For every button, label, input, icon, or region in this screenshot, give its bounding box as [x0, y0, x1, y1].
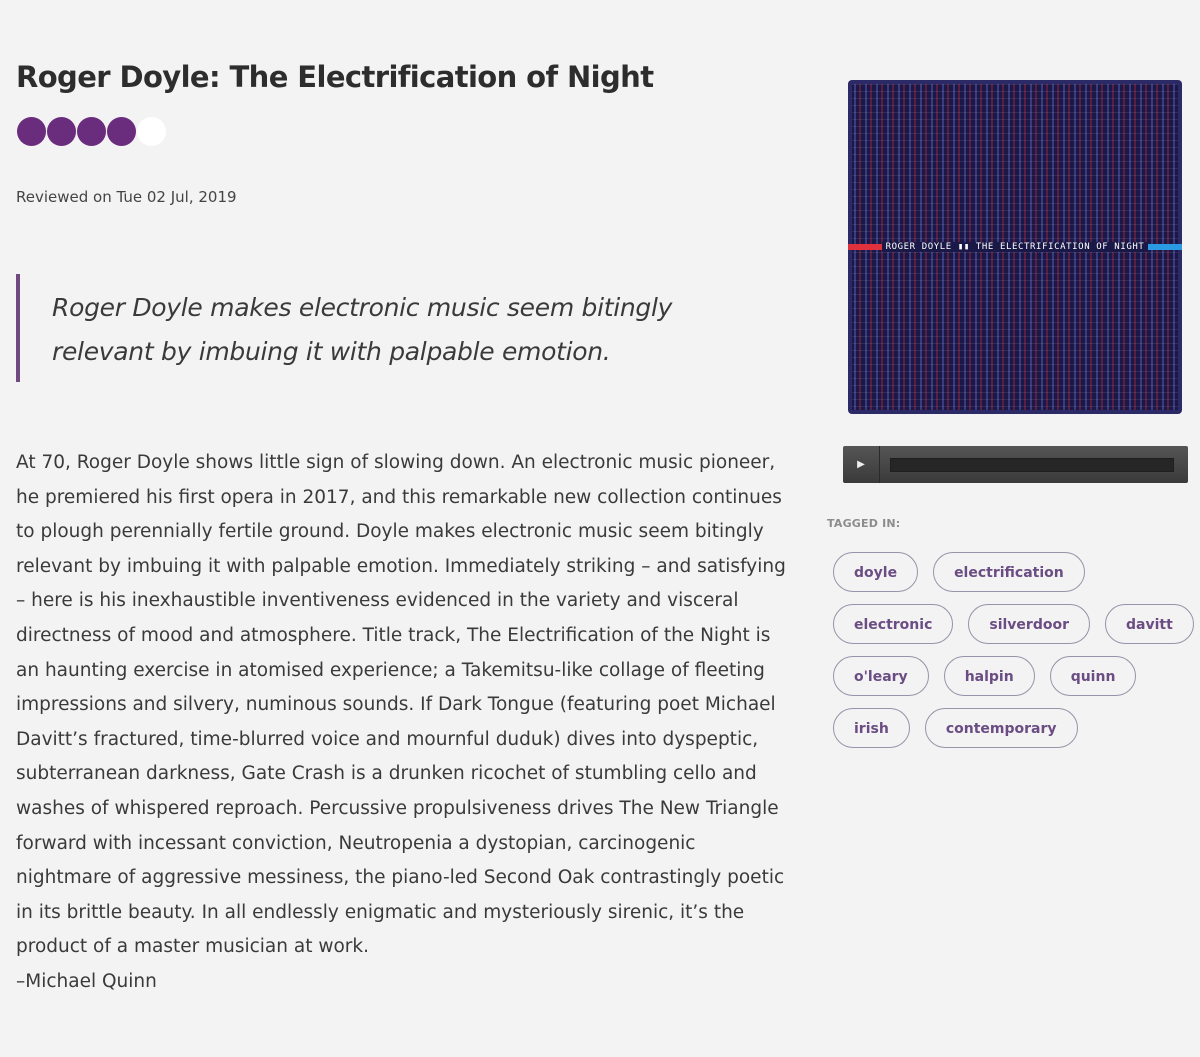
- rating-dot-filled: [107, 117, 136, 146]
- review-body-text: At 70, Roger Doyle shows little sign of slowing down. An electronic music pioneer, he premiered his first opera in 2017, and this remarkable new collection continues to plough perennially fertile ground. Doyle makes electronic music seem bitingly relevant by imbuing it with palpable emotion. Immediately striking – and satisfying – here is his inexhaustible inventiveness evidenced in the variety and visceral directness of mood and atmosphere. Title track, The Electrification of the Night is an haunting exercise in atomised experience; a Takemitsu-like collage of fleeting impressions and silvery, numinous sounds. If Dark Tongue (featuring poet Michael Davitt’s fractured, time-blurred voice and mournful duduk) dives into dyspeptic, subterranean darkness, Gate Crash is a drunken ricochet of stumbling cello and washes of whispered reproach. Percussive propulsiveness drives The New Triangle forward with incessant conviction, Neutropenia a dystopian, carcinogenic nightmare of aggressive messiness, the piano-led Second Oak contrastingly poetic in its brittle beauty. In all endlessly enigmatic and mysteriously sirenic, it’s the product of a master musician at work.: [16, 452, 786, 958]
- tag-row: [833, 552, 1193, 592]
- audio-player[interactable]: [843, 446, 1188, 483]
- tag-link[interactable]: contemporary: [925, 708, 1078, 748]
- tag-link[interactable]: electrification: [933, 552, 1085, 592]
- rating-dot-filled: [47, 117, 76, 146]
- album-cover: [848, 80, 1182, 414]
- album-cover-text: ROGER DOYLE ▮▮ THE ELECTRIFICATION OF NIGHT: [882, 242, 1149, 252]
- review-title: Roger Doyle: The Electrification of Night: [16, 60, 654, 94]
- cover-red-stripe: [848, 244, 882, 250]
- tag-link[interactable]: o'leary: [833, 656, 929, 696]
- tag-list: [833, 552, 1193, 760]
- album-cover-band: [848, 241, 1182, 253]
- rating-dot-filled: [17, 117, 46, 146]
- tag-row: [833, 708, 1193, 748]
- star-rating: [17, 117, 166, 146]
- tag-link[interactable]: quinn: [1050, 656, 1137, 696]
- review-byline: –Michael Quinn: [16, 970, 157, 992]
- play-button[interactable]: [843, 446, 880, 483]
- tag-row: [833, 604, 1193, 644]
- tag-link[interactable]: davitt: [1105, 604, 1194, 644]
- tag-link[interactable]: electronic: [833, 604, 953, 644]
- tag-link[interactable]: silverdoor: [968, 604, 1090, 644]
- pull-quote-text: Roger Doyle makes electronic music seem bitingly relevant by imbuing it with palpable emotion.: [52, 293, 673, 366]
- pull-quote: [16, 274, 780, 382]
- play-icon[interactable]: ▶: [857, 459, 865, 470]
- tagged-in-label: TAGGED IN:: [827, 517, 901, 530]
- review-body: [16, 446, 796, 1000]
- tag-link[interactable]: halpin: [944, 656, 1035, 696]
- tag-row: [833, 656, 1193, 696]
- tag-link[interactable]: irish: [833, 708, 910, 748]
- rating-dot-filled: [77, 117, 106, 146]
- audio-progress-track[interactable]: [890, 458, 1174, 472]
- tag-link[interactable]: doyle: [833, 552, 918, 592]
- rating-dot-empty: [137, 117, 166, 146]
- review-date: Reviewed on Tue 02 Jul, 2019: [16, 188, 237, 206]
- cover-blue-stripe: [1148, 244, 1182, 250]
